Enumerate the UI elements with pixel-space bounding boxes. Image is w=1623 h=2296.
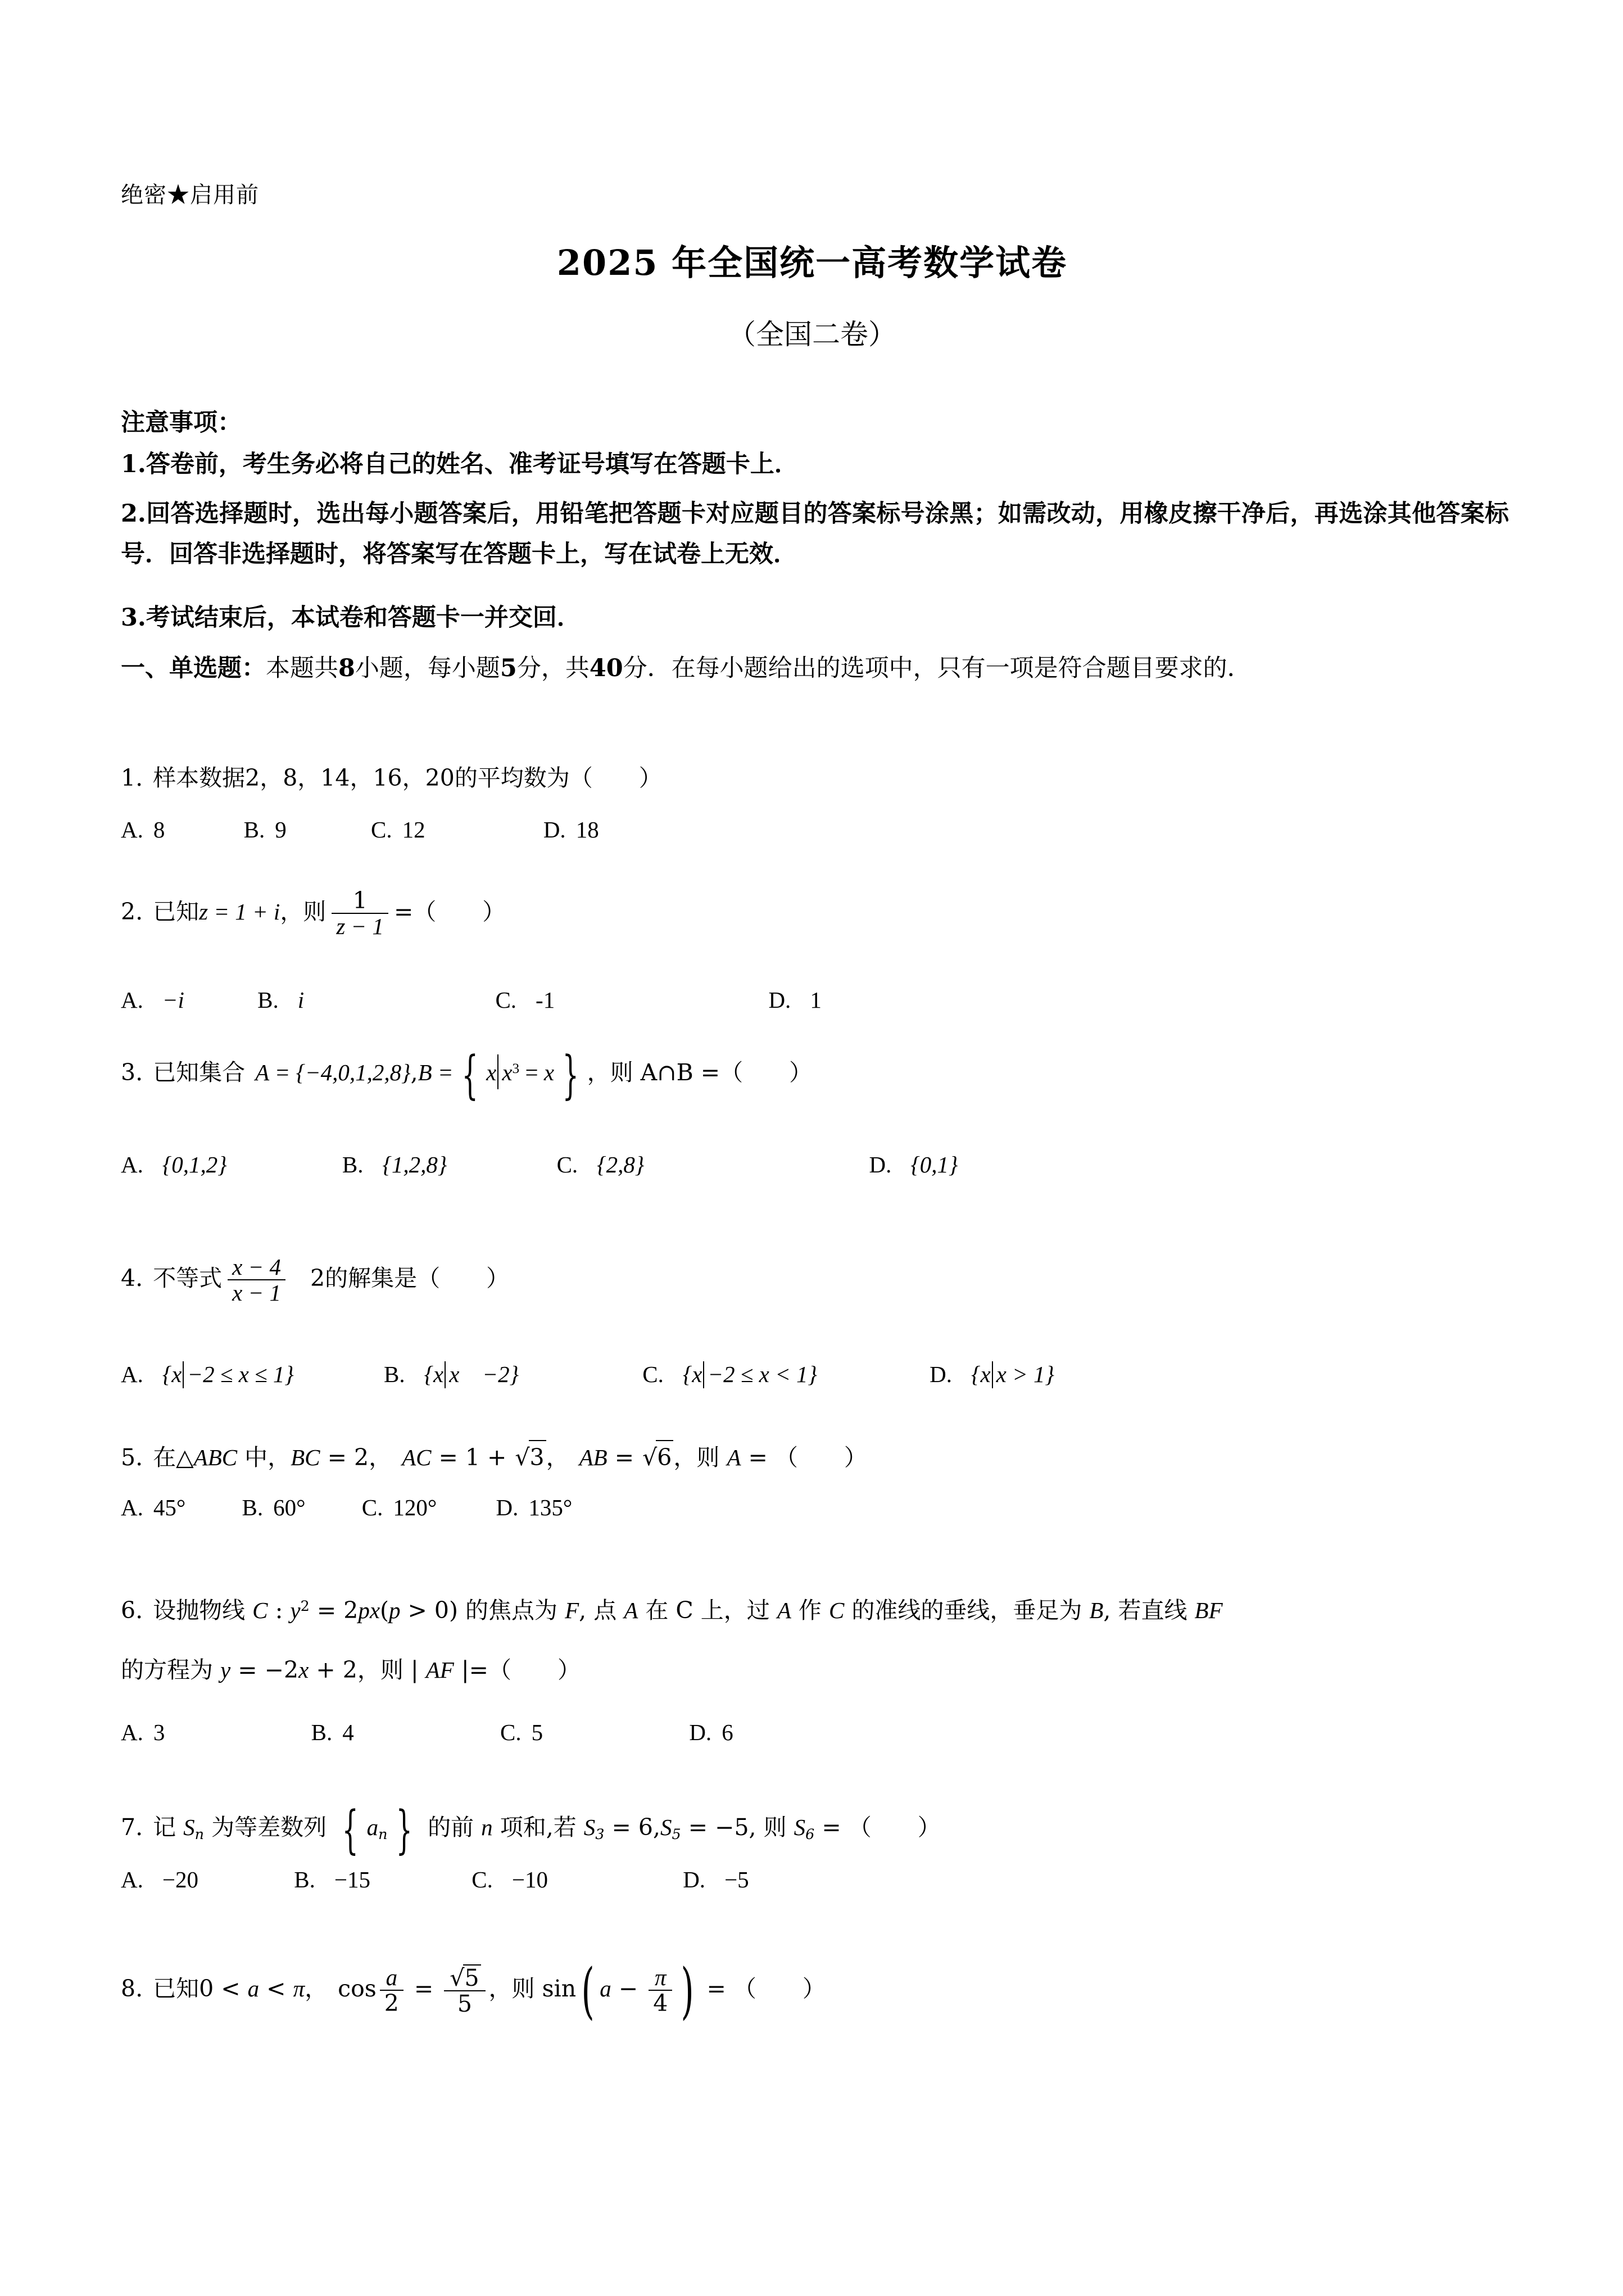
q5-option-d-tag: D. <box>496 1495 519 1520</box>
q3-option-c[interactable] <box>557 1151 645 1178</box>
q4-option-c-text: −2 ≤ x < 1 <box>708 1361 808 1387</box>
q1-option-a[interactable] <box>121 816 165 843</box>
set-builder-bar-icon <box>992 1361 993 1388</box>
question-6-options <box>121 1719 733 1746</box>
q2-option-a[interactable] <box>121 986 184 1013</box>
note-item-1 <box>121 444 1509 484</box>
q7-option-c-tag: C. <box>472 1867 493 1892</box>
question-4-stem <box>121 1255 509 1306</box>
section-text-d: 分．在每小题给出的选项中，只有一项是符合题目要求的． <box>623 654 1252 682</box>
q3-set-a: A = {−4,0,1,2,8} <box>255 1059 411 1086</box>
q2-option-d-text: 1 <box>810 987 822 1013</box>
q2-option-a-tag: A. <box>121 987 143 1013</box>
q3-option-a[interactable] <box>121 1151 227 1178</box>
q6-option-c-text: 5 <box>531 1719 543 1745</box>
q5-option-c-text: 120° <box>393 1495 437 1520</box>
q4-option-c-var: x <box>692 1361 702 1387</box>
q4-option-b-tag: B. <box>384 1361 405 1387</box>
q6-option-b-tag: B. <box>311 1719 333 1745</box>
q3-stem-pre: 已知集合 <box>153 1059 246 1086</box>
q4-option-d[interactable]: D. {x x > 1} <box>930 1361 1054 1387</box>
q8-cos-arg-numerator: a <box>386 1964 398 1990</box>
question-3-stem: 3. 已知集合 A = {−4,0,1,2,8},B = { x $x^3 = x$ } ，则 A∩B =（ ） <box>121 1045 813 1106</box>
q2-fraction-numerator: 1 <box>352 887 368 914</box>
question-7-stem: 7. 记 $S_n$ 为等差数列 { $a_n$ } 的前 n 项和,若 $S_3 = 6,S_5 = -5$, 则 $S_6$ = （ ） <box>121 1799 941 1860</box>
q6-option-c[interactable] <box>500 1719 543 1746</box>
q7-option-a-tag: A. <box>121 1867 143 1892</box>
note-3-number: 3. <box>121 604 146 632</box>
set-builder-bar-icon <box>497 1054 498 1089</box>
q4-fraction-numerator: x − 4 <box>232 1254 281 1280</box>
q7-option-a[interactable] <box>121 1866 198 1893</box>
note-3-text: 考试结束后，本试卷和答题卡一并交回． <box>146 604 581 632</box>
q8-number: 8. <box>121 1975 143 2002</box>
q4-option-a-tag: A. <box>121 1361 143 1387</box>
q7-option-c[interactable] <box>472 1866 548 1893</box>
section-text-b: 小题，每小题 <box>355 654 500 682</box>
note-2-text: 回答选择题时，选出每小题答案后，用铅笔把答题卡对应题目的答案标号涂黑；如需改动，用橡皮擦干净后，再选涂其他答案标号．回答非选择题时，将答案写在答题卡上，写在试卷上无效． <box>121 500 1509 568</box>
q7-option-b[interactable] <box>294 1866 370 1893</box>
q3-option-a-tag: A. <box>121 1152 143 1178</box>
page-title: 2025 年全国统一高考数学试卷 <box>556 242 1068 283</box>
question-5-stem: 5. 在△ABC 中，BC = 2， AC = 1 + √3， AB = √6，则 A = （ ） <box>121 1440 867 1474</box>
q3-option-d-tag: D. <box>869 1152 892 1178</box>
q2-fraction <box>332 888 388 939</box>
set-brace-open-icon: { <box>461 1045 478 1106</box>
q3-option-d-text: {0,1} <box>910 1152 958 1178</box>
section-question-count: 8 <box>338 654 355 682</box>
q2-fraction-denominator: z − 1 <box>332 913 388 939</box>
q2-option-c[interactable] <box>495 986 555 1013</box>
q5-number: 5. <box>121 1444 143 1471</box>
q1-option-d[interactable] <box>543 816 599 843</box>
q1-option-d-text: 18 <box>575 817 599 843</box>
note-1-number: 1. <box>121 450 146 478</box>
q3-option-a-text: {0,1,2} <box>162 1152 227 1178</box>
q3-option-d[interactable] <box>869 1151 958 1178</box>
note-item-2 <box>121 493 1509 574</box>
q5-option-d-text: 135° <box>528 1495 573 1520</box>
q4-option-d-var: x <box>980 1361 991 1387</box>
q5-option-d[interactable] <box>496 1494 573 1521</box>
q2-option-d[interactable] <box>768 986 821 1013</box>
section-text-c: 分，共 <box>516 654 590 682</box>
q2-stem-mid: ，则 <box>280 898 327 925</box>
sqrt-3-icon: √3 <box>514 1440 546 1474</box>
section-text-a: 本题共 <box>266 654 338 682</box>
q8-sin-arg-var: a <box>600 1975 611 2001</box>
section-label: 一、单选题： <box>121 654 266 682</box>
q4-option-d-tag: D. <box>930 1361 953 1387</box>
q2-stem-pre: 已知 <box>153 898 200 925</box>
section-heading <box>121 647 1509 689</box>
q4-fraction <box>228 1255 285 1306</box>
q7-option-d[interactable] <box>683 1866 749 1893</box>
q4-stem-pre: 不等式 <box>153 1264 223 1292</box>
q6-option-b-text: 4 <box>342 1719 354 1745</box>
q3-set-b-cond: $x^3 = x$ <box>502 1059 555 1086</box>
q6-option-d[interactable] <box>689 1719 733 1746</box>
q3-option-b[interactable] <box>342 1151 447 1178</box>
page-subtitle: （全国二卷） <box>728 318 896 351</box>
question-8-stem: 8. 已知0 < a < π， cos $\frac{a}{2}$ = $\frac{√5}{5}$ ，则 sin( a − $\frac{\pi}{4}$ ) = （ ） <box>121 1955 826 2026</box>
paren-open-icon: ( <box>581 1955 595 2026</box>
q7-number: 7. <box>121 1814 143 1841</box>
question-4-options <box>121 1356 1054 1389</box>
q5-option-b-text: 60° <box>273 1495 306 1520</box>
q8-cos-value-denominator: 5 <box>444 1990 485 2016</box>
q7-option-d-tag: D. <box>683 1867 706 1892</box>
q4-option-c-tag: C. <box>642 1361 664 1387</box>
q1-option-b-text: 9 <box>275 817 287 843</box>
question-2-stem <box>121 888 505 939</box>
q5-option-b[interactable] <box>242 1494 306 1521</box>
q2-option-c-tag: C. <box>495 987 517 1013</box>
q6-option-b[interactable] <box>311 1719 354 1746</box>
q7-option-c-text: −10 <box>511 1867 548 1892</box>
q1-option-a-text: 8 <box>153 817 165 843</box>
q8-cos-value-numerator <box>444 1964 485 1990</box>
question-5-options <box>121 1494 572 1521</box>
q8-sin-arg-fraction-numerator: π <box>654 1964 667 1990</box>
q4-stem-post: 的解集是（ ） <box>325 1264 510 1292</box>
q5-option-b-tag: B. <box>242 1495 264 1520</box>
q8-cos-argument-fraction <box>380 1965 404 2016</box>
q4-option-b-text: x −2 <box>449 1361 510 1387</box>
q2-option-d-tag: D. <box>768 987 791 1013</box>
q3-set-b-lead: B = <box>418 1059 454 1086</box>
q6-option-a-text: 3 <box>153 1719 165 1745</box>
q3-option-b-text: {1,2,8} <box>382 1152 447 1178</box>
section-total-score: 40 <box>589 654 623 682</box>
q6-option-c-tag: C. <box>500 1719 522 1745</box>
q3-option-b-tag: B. <box>342 1152 364 1178</box>
q1-stem-post: 的平均数为（ ） <box>454 764 662 791</box>
q1-option-c-tag: C. <box>370 817 392 843</box>
note-2-number: 2. <box>121 500 146 528</box>
q8-sin-arg-fraction <box>649 1965 672 2016</box>
sqrt-6-icon: √6 <box>641 1440 673 1474</box>
set-builder-bar-icon <box>445 1361 446 1388</box>
q2-option-b-text: i <box>297 987 305 1013</box>
q8-cos-value-fraction <box>444 1964 485 2017</box>
q6-option-a[interactable] <box>121 1719 165 1746</box>
q2-stem-post: =（ ） <box>393 898 506 925</box>
q2-number: 2. <box>121 898 143 925</box>
q1-data-values: 2，8，14，16，20 <box>245 764 455 791</box>
q2-option-c-text: -1 <box>536 987 555 1013</box>
paren-close-icon: ) <box>681 1955 694 2026</box>
q1-option-c[interactable] <box>371 816 425 843</box>
q4-option-c[interactable]: C. {x −2 ≤ x < 1} <box>642 1361 817 1387</box>
q5-option-c[interactable] <box>362 1494 437 1521</box>
question-1-stem <box>121 762 662 794</box>
q7-option-b-tag: B. <box>294 1867 315 1892</box>
q1-stem-pre: 样本数据 <box>153 764 246 791</box>
q8-sin-arg-fraction-denominator: 4 <box>649 1990 672 2016</box>
sqrt-5-icon: √5 <box>448 1964 480 1990</box>
q4-rhs: 2 <box>310 1264 325 1292</box>
q1-option-b[interactable] <box>244 816 287 843</box>
q3-option-c-tag: C. <box>556 1152 578 1178</box>
set-builder-bar-icon <box>183 1361 184 1388</box>
q4-number: 4. <box>121 1264 143 1292</box>
q2-option-b[interactable] <box>257 986 304 1013</box>
q7-option-b-text: −15 <box>334 1867 370 1892</box>
question-2-options <box>121 986 822 1013</box>
question-1-options <box>121 816 599 843</box>
q5-option-a[interactable] <box>121 1494 185 1521</box>
question-3-options <box>121 1151 958 1178</box>
q3-set-b-var: x <box>486 1059 497 1086</box>
q4-option-b[interactable]: B. {x x −2} <box>384 1361 519 1387</box>
q7-option-a-text: −20 <box>162 1867 198 1892</box>
q5-option-a-text: 45° <box>153 1495 186 1520</box>
q3-stem-post: ，则 A∩B =（ ） <box>587 1059 813 1086</box>
q6-option-d-tag: D. <box>689 1719 712 1745</box>
q4-option-b-var: x <box>433 1361 444 1387</box>
q7-option-d-text: −5 <box>724 1867 749 1892</box>
notes-heading: 注意事项： <box>121 409 242 437</box>
q1-number: 1. <box>121 764 143 791</box>
q4-option-a-text: −2 ≤ x ≤ 1 <box>187 1361 285 1387</box>
q4-option-d-text: x > 1 <box>996 1361 1045 1387</box>
q4-fraction-denominator: x − 1 <box>228 1279 285 1305</box>
q8-cos-arg-denominator: 2 <box>380 1990 404 2016</box>
q5-option-c-tag: C. <box>361 1495 383 1520</box>
q4-option-a[interactable]: A. {x −2 ≤ x ≤ 1} <box>121 1361 294 1387</box>
note-item-3 <box>121 597 1509 638</box>
q6-option-d-text: 6 <box>722 1719 733 1745</box>
q2-option-b-tag: B. <box>257 987 279 1013</box>
q1-option-d-tag: D. <box>543 817 566 843</box>
q1-option-c-text: 12 <box>402 817 425 843</box>
q3-number: 3. <box>121 1059 143 1086</box>
question-7-options <box>121 1866 749 1893</box>
q6-option-a-tag: A. <box>121 1719 143 1745</box>
q3-option-c-text: {2,8} <box>597 1152 645 1178</box>
q1-option-b-tag: B. <box>243 817 265 843</box>
note-1-text: 答卷前，考生务必将自己的姓名、准考证号填写在答题卡上． <box>146 450 799 478</box>
set-builder-bar-icon <box>703 1361 704 1388</box>
secret-label: 绝密★启用前 <box>121 182 259 208</box>
q5-option-a-tag: A. <box>121 1495 143 1520</box>
section-per-score: 5 <box>500 654 517 682</box>
q6-number: 6. <box>121 1597 143 1624</box>
question-6-stem-line1: 6. 设抛物线 C : $y^2 = 2px(p > 0)$ 的焦点为 F, 点 A 在 C 上，过 A 作 C 的准线的垂线，垂足为 B, 若直线 BF <box>121 1597 1223 1624</box>
q2-option-a-text: −i <box>162 987 184 1013</box>
question-6-stem-line2: 的方程为 y = −2x + 2，则 | AF |=（ ） <box>121 1656 581 1683</box>
q4-option-a-var: x <box>171 1361 182 1387</box>
q1-option-a-tag: A. <box>121 817 143 843</box>
q2-given: z = 1 + i <box>199 898 280 925</box>
set-brace-close-icon: } <box>562 1045 579 1106</box>
